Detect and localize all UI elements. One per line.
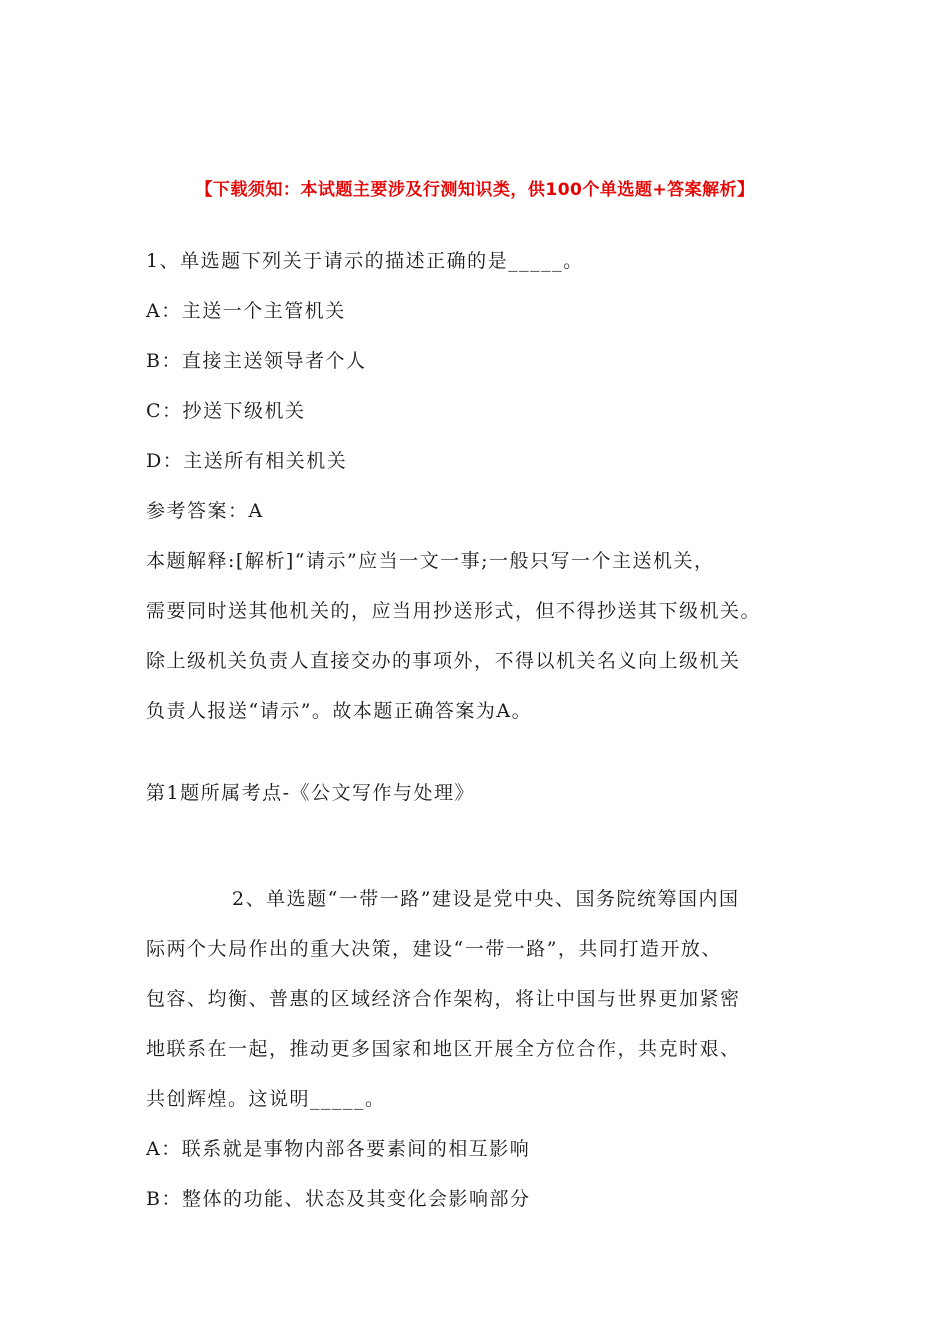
spacer xyxy=(146,736,846,768)
question-2-stem-line: 地联系在一起，推动更多国家和地区开展全方位合作，共克时艰、 xyxy=(146,1038,741,1060)
question-1-option-d: D：主送所有相关机关 xyxy=(146,450,348,472)
question-2-stem-line: 际两个大局作出的重大决策，建设“一带一路”，共同打造开放、 xyxy=(146,938,722,960)
question-2-stem-line: 2、单选题“一带一路”建设是党中央、国务院统筹国内国 xyxy=(232,888,740,910)
question-1-explanation-line: 本题解释:[解析]“请示”应当一文一事;一般只写一个主送机关， xyxy=(146,550,715,572)
question-1-explanation-line: 需要同时送其他机关的，应当用抄送形式，但不得抄送其下级机关。 xyxy=(146,600,762,622)
document-body xyxy=(146,236,846,1224)
download-notice: 【下载须知：本试题主要涉及行测知识类，供100个单选题+答案解析】 xyxy=(195,180,755,200)
question-2-option-a: A：联系就是事物内部各要素间的相互影响 xyxy=(146,1138,531,1160)
question-1-option-c: C：抄送下级机关 xyxy=(146,400,306,422)
question-2-stem-line: 共创辉煌。这说明_____。 xyxy=(146,1088,386,1110)
question-2-stem-line: 包容、均衡、普惠的区域经济合作架构，将让中国与世界更加紧密 xyxy=(146,988,741,1010)
question-2-option-b: B：整体的功能、状态及其变化会影响部分 xyxy=(146,1188,531,1210)
question-1-topic: 第1题所属考点-《公文写作与处理》 xyxy=(146,782,476,804)
question-1-stem: 1、单选题下列关于请示的描述正确的是_____。 xyxy=(146,250,584,272)
question-1-explanation-line: 除上级机关负责人直接交办的事项外，不得以机关名义向上级机关 xyxy=(146,650,741,672)
question-1-option-b: B：直接主送领导者个人 xyxy=(146,350,367,372)
question-1-explanation-line: 负责人报送“请示”。故本题正确答案为A。 xyxy=(146,700,533,722)
question-1-answer: 参考答案：A xyxy=(146,500,264,522)
spacer xyxy=(146,818,846,874)
question-1-option-a: A：主送一个主管机关 xyxy=(146,300,346,322)
